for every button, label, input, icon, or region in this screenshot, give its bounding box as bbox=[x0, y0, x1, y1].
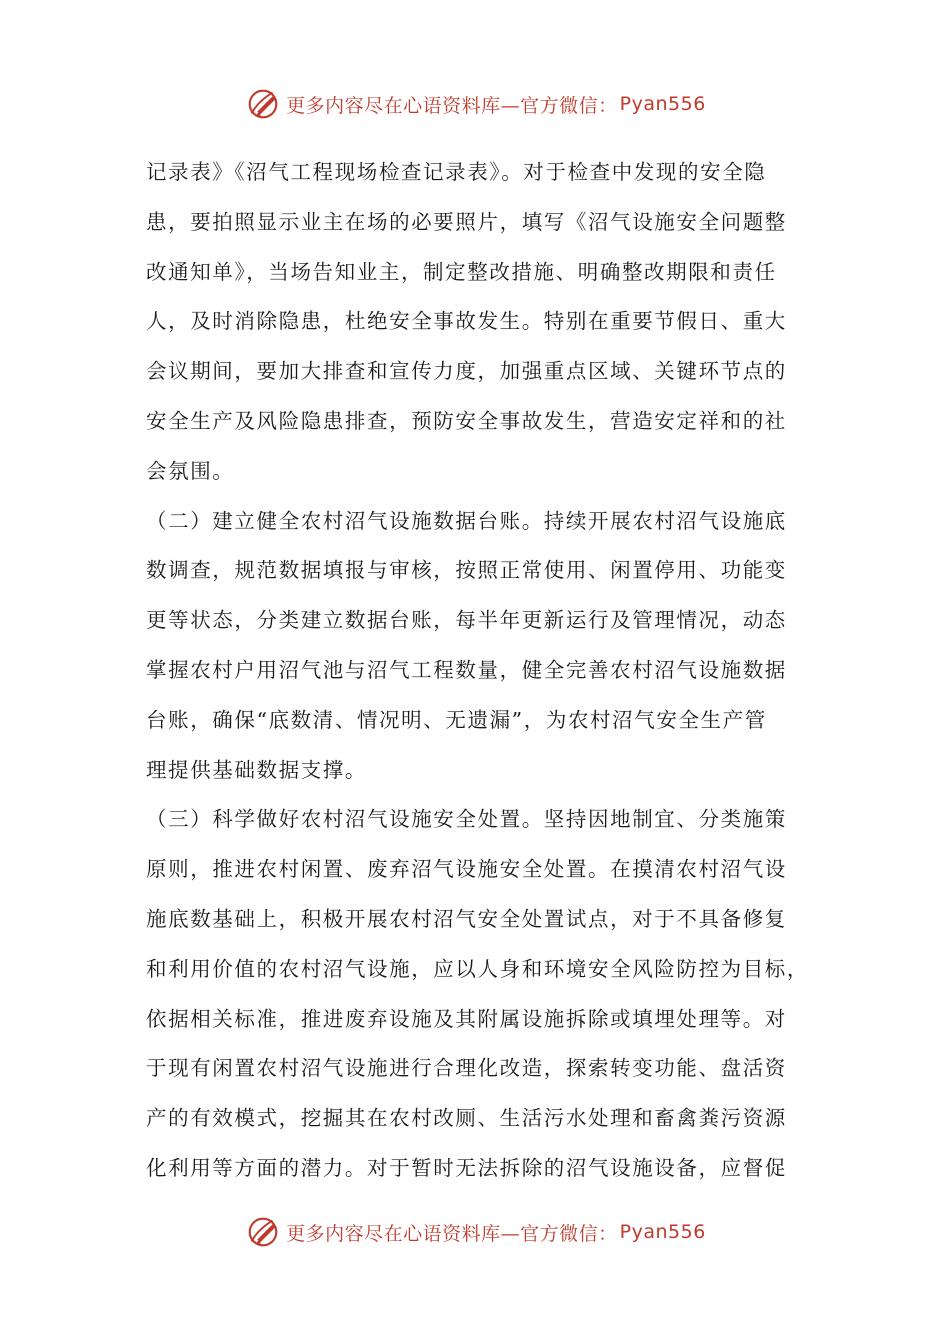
watermark-wechat-id: Pyan556 bbox=[619, 93, 706, 115]
watermark-header bbox=[0, 82, 950, 126]
text-line: 原则，推进农村闲置、废弃沼气设施安全处置。在摸清农村沼气设 bbox=[146, 857, 787, 882]
text-line: 于现有闲置农村沼气设施进行合理化改造，探索转变功能、盘活资 bbox=[146, 1056, 787, 1081]
text-line: 产的有效模式，挖掘其在农村改厕、生活污水处理和畜禽粪污资源 bbox=[146, 1106, 787, 1131]
text-line: 患，要拍照显示业主在场的必要照片，填写《沼气设施安全问题整 bbox=[146, 209, 787, 234]
text-line: 改通知单》，当场告知业主，制定整改措施、明确整改期限和责任 bbox=[146, 259, 777, 284]
section-heading-2: （二）建立健全农村沼气设施数据台账。持续开展农村沼气设施底 bbox=[146, 508, 787, 533]
text-line: 数调查，规范数据填报与审核，按照正常使用、闲置停用、功能变 bbox=[146, 558, 787, 583]
watermark-wechat-id: Pyan556 bbox=[619, 1221, 706, 1243]
pen-logo-icon bbox=[244, 85, 282, 123]
text-line: 会氛围。 bbox=[146, 458, 235, 483]
watermark-text: 更多内容尽在心语资料库—官方微信： bbox=[286, 1222, 618, 1245]
text-line: 施底数基础上，积极开展农村沼气安全处置试点，对于不具备修复 bbox=[146, 906, 787, 931]
text-line: 和利用价值的农村沼气设施，应以人身和环境安全风险防控为目标， bbox=[146, 956, 809, 981]
text-line: 会议期间，要加大排查和宣传力度，加强重点区域、关键环节点的 bbox=[146, 359, 787, 384]
text-line: 台账，确保“底数清、情况明、无遗漏”，为农村沼气安全生产管 bbox=[146, 707, 767, 732]
text-line: 依据相关标准，推进废弃设施及其附属设施拆除或填埋处理等。对 bbox=[146, 1006, 787, 1031]
watermark-text: 更多内容尽在心语资料库—官方微信： bbox=[286, 94, 618, 117]
document-body bbox=[146, 148, 816, 1194]
text-line: 掌握农村户用沼气池与沼气工程数量，健全完善农村沼气设施数据 bbox=[146, 657, 787, 682]
watermark-footer bbox=[0, 1210, 950, 1254]
text-line: 人，及时消除隐患，杜绝安全事故发生。特别在重要节假日、重大 bbox=[146, 309, 787, 334]
text-line: 化利用等方面的潜力。对于暂时无法拆除的沼气设施设备，应督促 bbox=[146, 1155, 787, 1180]
text-line: 安全生产及风险隐患排查，预防安全事故发生，营造安定祥和的社 bbox=[146, 408, 787, 433]
pen-logo-icon bbox=[244, 1213, 282, 1251]
text-line: 更等状态，分类建立数据台账，每半年更新运行及管理情况，动态 bbox=[146, 608, 787, 633]
text-line: 记录表》《沼气工程现场检查记录表》。对于检查中发现的安全隐 bbox=[146, 160, 767, 184]
text-line: 理提供基础数据支撑。 bbox=[146, 757, 367, 782]
section-heading-3: （三）科学做好农村沼气设施安全处置。坚持因地制宜、分类施策 bbox=[146, 807, 787, 832]
